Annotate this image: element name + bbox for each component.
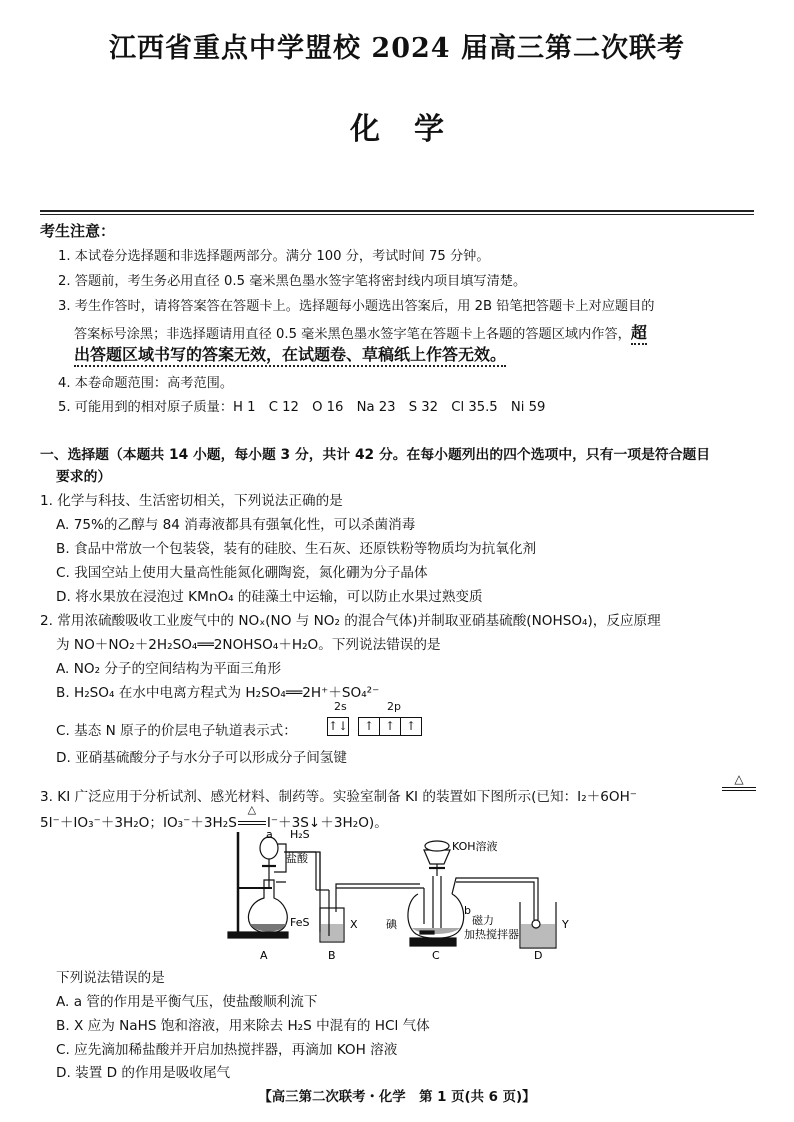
label-apparatus-b: B bbox=[328, 949, 336, 962]
section-heading: 一、选择题（本题共 14 小题，每小题 3 分，共计 42 分。在每小题列出的四个选项中，只有一项是符合题目 bbox=[40, 447, 711, 463]
label-fes: FeS bbox=[290, 916, 310, 929]
stir-bar bbox=[420, 931, 434, 934]
label-h2s: H₂S bbox=[290, 828, 310, 841]
notice-heading: 考生注意： bbox=[40, 222, 116, 240]
label-x: X bbox=[350, 918, 358, 931]
header-rule bbox=[40, 210, 754, 212]
heat-symbol: △ bbox=[247, 803, 257, 816]
question-2-option-c: C. 基态 N 原子的价层电子轨道表示式： bbox=[56, 723, 297, 739]
question-3-ask: 下列说法错误的是 bbox=[56, 970, 165, 986]
question-2-stem-cont: 为 NO＋NO₂＋2H₂SO₄══2NOHSO₄＋H₂O。下列说法错误的是 bbox=[56, 637, 441, 653]
question-2-option-b: B. H₂SO₄ 在水中电离方程式为 H₂SO₄══2H⁺＋SO₄²⁻ bbox=[56, 685, 380, 701]
heat-symbol: △ bbox=[734, 772, 744, 786]
stem-part: I⁻＋3S↓＋3H₂O)。 bbox=[266, 815, 388, 831]
section-heading-cont: 要求的） bbox=[56, 469, 112, 485]
stem-part: 5I⁻＋IO₃⁻＋3H₂O；IO₃⁻＋3H₂S bbox=[40, 815, 237, 831]
stirrer bbox=[410, 938, 456, 946]
notice-item: 5. 可能用到的相对原子质量：H 1 C 12 O 16 Na 23 S 32 Cl 35.5 Ni 59 bbox=[58, 400, 546, 415]
question-1-option-a: A. 75%的乙醇与 84 消毒液都具有强氧化性，可以杀菌消毒 bbox=[56, 517, 416, 533]
orbital-box-2p: ↑ bbox=[400, 717, 422, 736]
orbital-box-2s: ↑↓ bbox=[327, 717, 349, 736]
label-hcl: 盐酸 bbox=[286, 852, 308, 865]
orbital-diagram bbox=[328, 716, 422, 736]
question-3-option-a: A. a 管的作用是平衡气压，使盐酸顺利流下 bbox=[56, 994, 318, 1010]
notice-item: 1. 本试卷分选择题和非选择题两部分。满分 100 分，考试时间 75 分钟。 bbox=[58, 249, 490, 264]
orbital-box-2p: ↑ bbox=[379, 717, 401, 736]
notice-emphasis-line bbox=[74, 342, 506, 365]
question-1-option-c: C. 我国空站上使用大量高性能氮化硼陶瓷，氮化硼为分子晶体 bbox=[56, 565, 428, 581]
notice-emphasis: 超 bbox=[631, 323, 647, 345]
exam-title: 江西省重点中学盟校 2024 届高三第二次联考 bbox=[109, 33, 685, 64]
question-3-option-c: C. 应先滴加稀盐酸并开启加热搅拌器，再滴加 KOH 溶液 bbox=[56, 1042, 398, 1058]
question-3-option-b: B. X 应为 NaHS 饱和溶液，用来除去 H₂S 中混有的 HCl 气体 bbox=[56, 1018, 430, 1034]
label-iodine: 碘 bbox=[386, 918, 397, 931]
label-apparatus-d: D bbox=[534, 949, 543, 962]
notice-item: 3. 考生作答时，请将答案答在答题卡上。选择题每小题选出答案后，用 2B 铅笔把答题卡上对应题目的 bbox=[58, 299, 655, 314]
label-apparatus-a: A bbox=[260, 949, 268, 962]
subject-title: 化学 bbox=[350, 112, 478, 147]
orbital-2s-label: 2s bbox=[334, 700, 347, 713]
label-b: b bbox=[464, 904, 471, 917]
notice-item bbox=[74, 320, 647, 343]
notice-emphasis-text: 出答题区域书写的答案无效，在试题卷、草稿纸上作答无效。 bbox=[74, 345, 506, 367]
orbital-box-2p: ↑ bbox=[358, 717, 380, 736]
question-3-stem: 3. KI 广泛应用于分析试剂、感光材料、制药等。实验室制备 KI 的装置如下图所示(已知：I₂＋6OH⁻ bbox=[40, 789, 637, 805]
label-stirrer-2: 加热搅拌器 bbox=[464, 928, 519, 941]
question-3-option-d: D. 装置 D 的作用是吸收尾气 bbox=[56, 1065, 231, 1081]
notice-item: 4. 本卷命题范围：高考范围。 bbox=[58, 376, 234, 391]
question-2-stem: 2. 常用浓硫酸吸收工业废气中的 NOₓ(NO 与 NO₂ 的混合气体)并制取亚硝基硫酸(NOHSO₄)，反应原理 bbox=[40, 613, 661, 629]
notice-item: 2. 答题前，考生务必用直径 0.5 毫米黑色墨水签字笔将密封线内项目填写清楚。 bbox=[58, 274, 527, 289]
label-stirrer-1: 磁力 bbox=[472, 914, 494, 927]
question-2-option-a: A. NO₂ 分子的空间结构为平面三角形 bbox=[56, 661, 282, 677]
question-1-option-b: B. 食品中常放一个包装袋，装有的硅胶、生石灰、还原铁粉等物质均为抗氧化剂 bbox=[56, 541, 537, 557]
header-rule-thin bbox=[40, 214, 754, 215]
label-apparatus-c: C bbox=[432, 949, 440, 962]
notice-item-text: 答案标号涂黑；非选择题请用直径 0.5 毫米黑色墨水签字笔在答题卡上各题的答题区域内作答， bbox=[74, 327, 631, 342]
condition-heat bbox=[722, 772, 756, 791]
question-1-option-d: D. 将水果放在浸泡过 KMnO₄ 的硅藻土中运输，可以防止水果过熟变质 bbox=[56, 589, 483, 605]
label-koh: KOH溶液 bbox=[452, 840, 498, 853]
page-footer: 【高三第二次联考・化学 第 1 页(共 6 页)】 bbox=[258, 1090, 536, 1105]
koh-funnel bbox=[424, 850, 450, 864]
orbital-2p-label: 2p bbox=[387, 700, 401, 713]
label-y: Y bbox=[562, 918, 569, 931]
stand-base bbox=[228, 932, 288, 938]
question-1-stem: 1. 化学与科技、生活密切相关，下列说法正确的是 bbox=[40, 493, 343, 509]
question-2-option-d: D. 亚硝基硫酸分子与水分子可以形成分子间氢键 bbox=[56, 750, 347, 766]
label-a: a bbox=[266, 828, 273, 841]
apparatus-figure bbox=[220, 828, 600, 962]
